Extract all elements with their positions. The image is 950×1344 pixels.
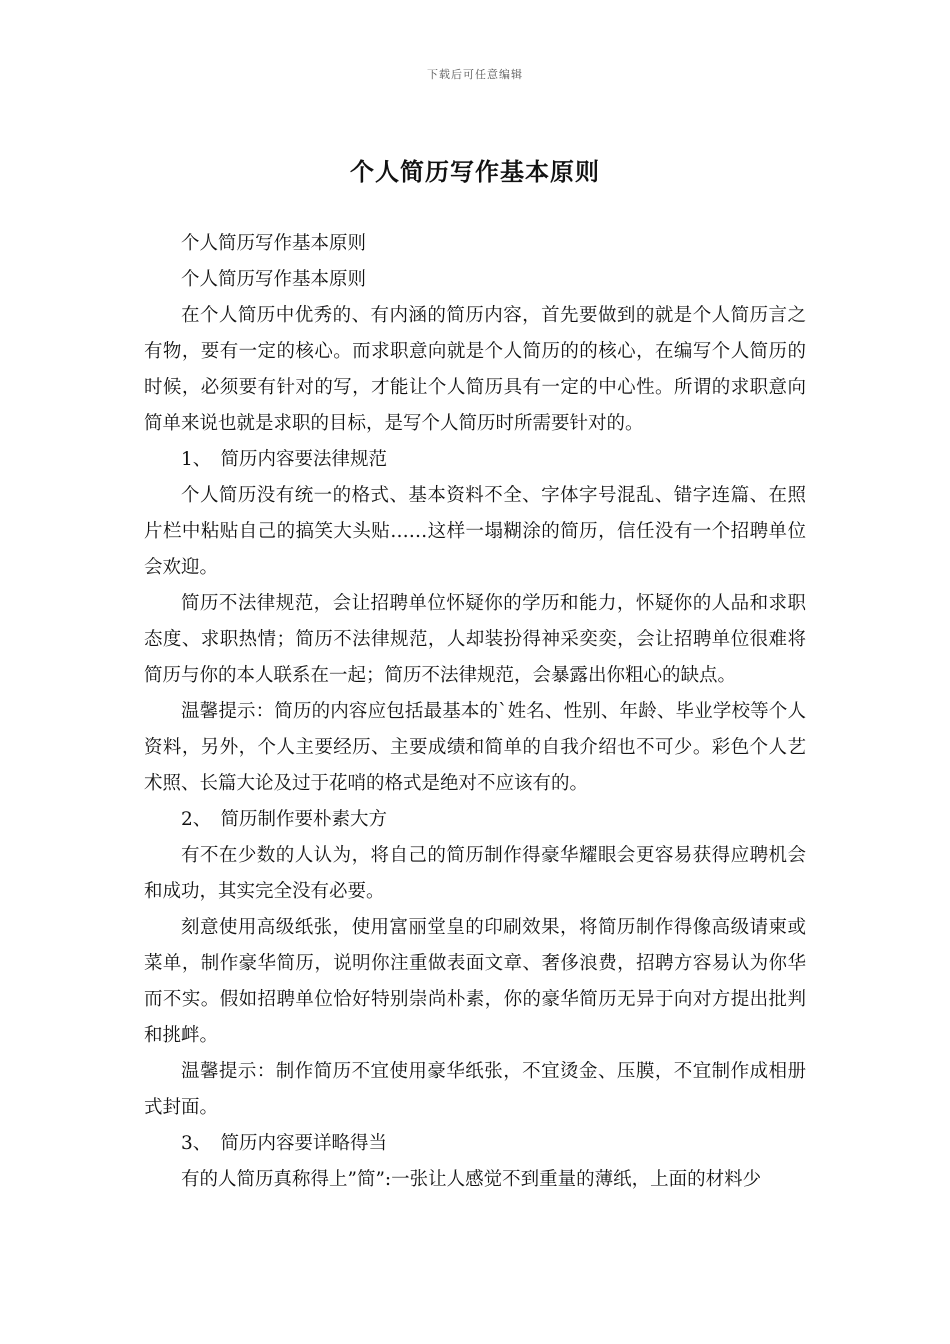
paragraph-intro: 在个人简历中优秀的、有内涵的简历内容，首先要做到的就是个人简历言之有物，要有一定的核心。而求职意向就是个人简历的的核心，在编写个人简历的时候，必须要有针对的写，才能让个人简历具有一定的中心性。所谓的求职意向简单来说也就是求职的目标，是写个人简历时所需要针对的。 [144,305,806,434]
tip-paragraph: 温馨提示：制作简历不宜使用豪华纸张，不宜烫金、压膜，不宜制作成相册式封面。 [144,1061,806,1118]
header-note: 下载后可任意编辑 [427,68,523,81]
paragraph: 刻意使用高级纸张，使用富丽堂皇的印刷效果，将简历制作得像高级请柬或菜单，制作豪华简历，说明你注重做表面文章、奢侈浪费，招聘方容易认为你华而不实。假如招聘单位恰好特别崇尚朴素，你的豪华简历无异于向对方提出批判和挑衅。 [144,917,806,1046]
document-body [144,226,806,1198]
section-heading-2: 2、 简历制作要朴素大方 [181,809,388,830]
section-heading-3: 3、 简历内容要详略得当 [181,1133,388,1154]
paragraph-subtitle-1: 个人简历写作基本原则 [181,233,367,254]
paragraph: 简历不法律规范，会让招聘单位怀疑你的学历和能力，怀疑你的人品和求职态度、求职热情；简历不法律规范，人却装扮得神采奕奕，会让招聘单位很难将简历与你的本人联系在一起；简历不法律规范，会暴露出你粗心的缺点。 [144,593,806,686]
section-heading-1: 1、 简历内容要法律规范 [181,449,388,470]
paragraph: 有不在少数的人认为，将自己的简历制作得豪华耀眼会更容易获得应聘机会和成功，其实完全没有必要。 [144,845,806,902]
tip-paragraph: 温馨提示：简历的内容应包括最基本的`姓名、性别、年龄、毕业学校等个人资料，另外，个人主要经历、主要成绩和简单的自我介绍也不可少。彩色个人艺术照、长篇大论及过于花哨的格式是绝对不应该有的。 [144,701,806,794]
document-title: 个人简历写作基本原则 [350,157,600,186]
paragraph: 有的人简历真称得上”简”:一张让人感觉不到重量的薄纸，上面的材料少 [181,1169,762,1190]
paragraph-subtitle-2: 个人简历写作基本原则 [181,269,367,290]
paragraph: 个人简历没有统一的格式、基本资料不全、字体字号混乱、错字连篇、在照片栏中粘贴自己的搞笑大头贴……这样一塌糊涂的简历，信任没有一个招聘单位会欢迎。 [144,485,806,578]
